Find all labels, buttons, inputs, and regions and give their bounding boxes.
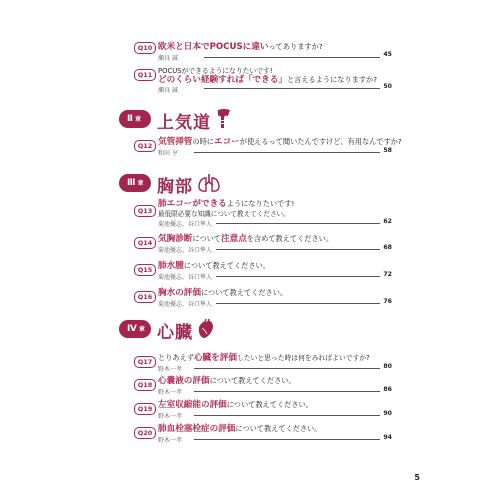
question-text-rest: ようになりたいです!	[226, 199, 295, 208]
page-ref: 72	[383, 271, 392, 278]
question-line-2: 最低限必要な知識について教えてください。	[158, 210, 290, 218]
question-text-rest: について教えてください。	[209, 376, 296, 385]
author: 菊池優志、谷口隼人	[158, 221, 213, 228]
leader-rule	[194, 415, 380, 416]
author: 菊池優志、谷口隼人	[158, 274, 213, 281]
chapter-heading-4	[119, 316, 319, 342]
question-badge: Q19	[134, 403, 156, 415]
page-ref: 58	[383, 147, 392, 154]
author: 野木一孝	[158, 389, 183, 396]
question-badge: Q17	[134, 356, 156, 368]
question-keyword: 欧米と日本でPOCUSに違い	[158, 42, 269, 52]
chapter-badge	[119, 110, 151, 128]
lungs-icon	[197, 172, 221, 194]
toc-entry-q11[interactable]	[134, 66, 392, 92]
leader-rule	[194, 391, 380, 392]
question-text	[158, 288, 287, 298]
author: 瀬良 誠	[158, 87, 178, 94]
question-keyword: 心嚢液の評価	[158, 376, 210, 386]
question-badge: Q18	[134, 379, 156, 391]
leader-rule	[204, 88, 380, 89]
toc-entry-q20[interactable]	[134, 424, 392, 446]
question-text-rest: を含めて教えてください。	[246, 234, 334, 243]
toc-entry-q10[interactable]	[134, 42, 392, 62]
author: 菊池優志、谷口隼人	[158, 247, 213, 254]
chapter-title: 心臓	[157, 323, 193, 343]
question-keyword: 肺血栓塞栓症の評価	[158, 424, 236, 434]
chapter-numeral: Ⅲ	[127, 178, 136, 188]
toc-entry-q17[interactable]	[134, 353, 392, 375]
question-text-rest: について教えてください。	[183, 261, 270, 270]
question-badge: Q15	[134, 264, 156, 276]
question-text	[158, 137, 402, 147]
author: 和田 亨	[158, 150, 178, 157]
toc-entry-q18[interactable]	[134, 376, 392, 398]
question-keyword-2: エコー	[213, 137, 240, 147]
chapter-heading-3	[119, 170, 319, 196]
airway-icon	[215, 108, 233, 130]
page-ref: 90	[383, 410, 392, 417]
question-badge: Q14	[134, 237, 156, 249]
question-line-1: POCUSができるようになりたいです!	[158, 67, 273, 75]
question-keyword: 肺水腫	[158, 261, 184, 271]
leader-rule	[204, 57, 380, 58]
page-ref: 76	[383, 298, 392, 305]
page-ref: 86	[383, 386, 392, 393]
leader-rule	[194, 439, 380, 440]
toc-entry-q15[interactable]	[134, 261, 392, 283]
author: 菊池優志、谷口隼人	[158, 301, 213, 308]
question-text-rest: について教えてください。	[235, 424, 322, 433]
toc-entry-q14[interactable]	[134, 234, 392, 256]
toc-entry-q12[interactable]	[134, 137, 402, 159]
author: 野木一孝	[158, 437, 183, 444]
question-line-2	[158, 75, 377, 85]
question-badge: Q12	[134, 140, 156, 152]
question-text	[158, 42, 323, 52]
page-ref: 80	[383, 363, 392, 370]
page-ref: 50	[383, 83, 392, 90]
toc-entry-q13[interactable]	[134, 199, 392, 229]
question-keyword: どのくらい経験すれば	[158, 75, 244, 85]
question-keyword-2: 注意点	[221, 234, 247, 244]
question-text-mid: について	[192, 234, 221, 243]
page-ref: 68	[383, 244, 392, 251]
question-text	[158, 424, 321, 434]
question-text-rest: したいと思った時は何をみればよいですか?	[236, 354, 370, 362]
page-ref: 45	[383, 51, 392, 58]
question-text-rest: について教えてください。	[200, 288, 288, 297]
question-badge: Q13	[134, 205, 156, 217]
question-text-mid: の時に	[192, 137, 214, 146]
question-keyword: 肺エコーができる	[158, 199, 227, 209]
question-badge: Q16	[134, 291, 156, 303]
question-text	[158, 400, 313, 410]
leader-rule	[194, 368, 380, 369]
leader-rule	[194, 152, 380, 153]
question-keyword: 左室収縮能の評価	[158, 400, 227, 410]
question-keyword: 胸水の評価	[158, 288, 201, 298]
question-text	[158, 261, 270, 271]
chapter-badge	[119, 174, 151, 192]
question-text	[158, 353, 370, 363]
chapter-suffix: 章	[137, 180, 144, 187]
question-badge: Q10	[134, 42, 156, 54]
chapter-numeral: Ⅱ	[127, 114, 133, 124]
question-text	[158, 376, 296, 386]
author: 瀬良 誠	[158, 55, 178, 62]
leader-rule	[216, 249, 380, 250]
question-keyword: 気管挿管	[158, 137, 193, 147]
chapter-badge	[119, 320, 151, 338]
toc-entry-q16[interactable]	[134, 288, 392, 310]
chapter-heading-2	[119, 106, 319, 132]
page-ref: 94	[383, 434, 392, 441]
chapter-title: 上気道	[157, 113, 211, 133]
question-text	[158, 234, 333, 244]
leader-rule	[216, 223, 380, 224]
question-badge: Q20	[134, 427, 156, 439]
toc-entry-q19[interactable]	[134, 400, 392, 422]
leader-rule	[216, 276, 380, 277]
question-badge: Q11	[134, 69, 156, 81]
question-keyword-2: 「できる」	[243, 75, 287, 85]
page-number: 5	[414, 473, 420, 482]
page-ref: 62	[383, 218, 392, 225]
leader-rule	[216, 303, 380, 304]
question-text-rest: が使えるって聞いたんですけど、有用なんですか?	[239, 137, 402, 146]
question-text-rest: について教えてください。	[226, 400, 313, 409]
heart-icon	[197, 318, 215, 340]
question-text-rest: ってありますか?	[268, 42, 323, 51]
question-line-1	[158, 199, 294, 209]
question-text-pre: とりあえず	[158, 353, 194, 362]
chapter-title: 胸部	[157, 177, 193, 197]
question-keyword: 心臓を評価	[193, 353, 237, 363]
chapter-suffix: 章	[134, 116, 141, 123]
question-text-rest: と言えるようになりますか?	[286, 75, 378, 84]
chapter-suffix: 章	[138, 326, 145, 333]
author: 野木一孝	[158, 366, 183, 373]
chapter-numeral: Ⅳ	[127, 324, 137, 334]
author: 野木一孝	[158, 413, 183, 420]
question-keyword: 気胸診断	[158, 234, 193, 244]
